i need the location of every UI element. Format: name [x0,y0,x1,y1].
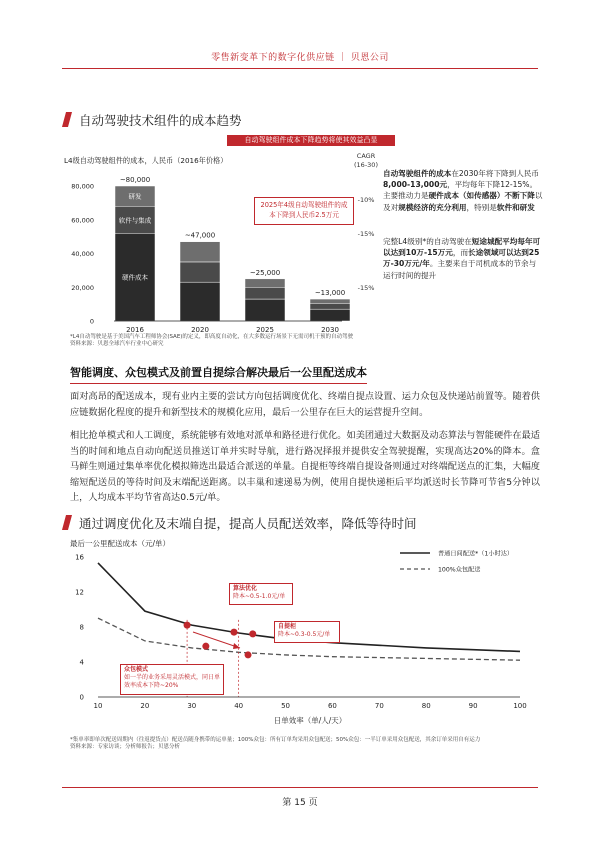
bar-total-label: ~47,000 [184,231,216,240]
data-marker [184,622,191,629]
bar-software-segment [310,303,350,309]
y-tick-label: 20,000 [71,283,94,292]
annotation-title: 算法优化 [233,585,258,592]
y-tick-label: 0 [89,317,94,326]
chart-callout-text: 2025年4级自动驾驶组件的成本下降到人民币2.5万元 [260,201,348,219]
x-tick-label: 2025 [256,326,274,334]
annotation-algorithm [229,583,293,605]
footer-divider [62,787,538,788]
rt-text-1: 在2030年将下降到人民币 [451,169,540,178]
annotation-text: 降本~0.3-0.5元/单 [278,631,331,638]
annotation-crowdsource [120,664,224,695]
bar-rd-segment [310,299,350,303]
x-tick-label: 50 [281,702,291,710]
y-tick-label: 80,000 [71,182,94,191]
y-tick-label: 4 [79,658,84,667]
rt2-text-3: 。主要来自于司机成本的节余与运行时间的提升 [383,259,537,280]
x-tick-label: 70 [374,702,384,710]
annotation-text: 降本~0.5-1.0元/单 [233,593,286,600]
header-divider [62,68,538,69]
annotation-locker [274,621,340,643]
bar-segment-label: 硬件成本 [122,273,148,282]
section2-heading: 智能调度、众包模式及前置自提综合解决最后一公里配送成本 [70,364,367,384]
x-tick-label: 20 [140,702,150,710]
section1-right-paragraph-2 [383,236,543,281]
x-tick-label: 90 [468,702,478,710]
bar-rd-segment [245,279,285,287]
bar-hardware-segment [245,299,285,321]
x-tick-label: 2030 [321,326,339,334]
y-tick-label: 0 [79,693,84,702]
rt-text-3: 以及对 [383,191,543,212]
x-axis-label: 日单效率（单/人/天） [273,716,347,725]
y-tick-label: 16 [75,553,84,562]
rt-bold-1: 自动驾驶组件的成本 [383,169,452,178]
footnote-source: 资料来源：贝恩全球汽车行业中心研究 [70,341,164,348]
bar-software-segment [180,262,220,282]
x-tick-label: 2016 [126,326,144,334]
chart-callout-box [254,197,354,225]
section1-right-paragraph-1 [383,168,543,213]
rt2-bold-1: 短途城配平均每年可以达到10万-15万元 [383,237,541,258]
rt2-bold-2: 长途领域可以达到25万-30万元/年 [383,248,540,269]
cagr-label: CAGR (16-30) [354,152,378,169]
annotation-text: 如一半的业务采用灵活模式，同日单效率成本下降~20% [124,674,221,689]
rt2-text-1: 完整L4级别*的自动驾驶在 [383,237,472,246]
section1-title: 自动驾驶技术组件的成本趋势 [79,113,242,128]
data-marker [245,651,252,658]
annotation-title: 众包模式 [124,666,149,673]
bar-software-segment [245,287,285,299]
header-title: 零售新变革下的数字化供应链 ｜ 贝恩公司 [211,53,389,63]
section3-title: 通过调度优化及末端自提，提高人员配送效率，降低等待时间 [79,516,417,531]
bar-hardware-segment [310,309,350,321]
x-tick-label: 2020 [191,326,209,334]
cagr-value-3: -15% [357,284,375,292]
legend-solid-label: 普通日间配送*（1小时达） [438,550,514,558]
x-tick-label: 80 [421,702,431,710]
section2-paragraph-2: 相比抢单模式和人工调度，系统能够有效地对派单和路径进行优化。如美团通过大数据及动态算法与智能硬件在最适当的时间和地点自动向配送员推送订单并实时导航，进行路况择报并提供安全驾驶提醒，实现高达20%的降本。盒马鲜生则通过集单率优化模拟筛选出最适合派送的单量。自提柜等终端自提设备则通过对终端配送点的汇集，大幅度缩短配送员的等待时间及末端配送距离。以丰巢和速递易为例，使用自提快递柜后平均派送时长节降可节省5分钟以上，人均成本平均节省高达0.5元/单。 [70,430,540,504]
footnote-definition: *L4自动驾驶是基于美国汽车工程师协会(SAE)的定义，即高度自动化，在大多数运行场景下无需司机干预的自动驾驶 [70,334,353,340]
y-tick-label: 60,000 [71,216,94,225]
section-marker [62,112,72,127]
y-tick-label: 12 [75,588,84,597]
x-tick-label: 100 [513,702,527,710]
bar-total-label: ~25,000 [249,268,281,277]
x-tick-label: 40 [234,702,244,710]
rt2-text-2: ，而 [452,248,469,258]
x-tick-label: 10 [93,702,103,710]
x-tick-label: 30 [187,702,197,710]
legend-dashed-label: 100%众包配送 [438,566,481,574]
rt-bold-2: 8,000-13,000元 [383,180,448,190]
page-number: 第 15 页 [282,798,318,808]
section-marker-2 [62,515,72,530]
rt-bold-4: 规模经济的充分利用 [398,202,467,212]
chart-title: 最后一公里配送成本（元/单） [70,539,171,548]
data-marker [249,630,256,637]
section2-paragraph-1: 面对高昂的配送成本，现有业内主要的尝试方向包括调度优化、终端自提点设置、运力众包及快递站前置等。随着供应链数据化程度的提升和新型技术的规模化应用，最后一公里存在巨大的运营提升空间。 [70,391,540,418]
bar-segment-label: 软件与集成 [118,216,152,225]
section1-footnote [70,334,380,349]
bar-rd-segment [180,242,220,262]
rt-bold-3: 硬件成本（如传感器）不断下降 [428,191,535,201]
cagr-value-2: -15% [357,230,375,238]
cagr-value-1: -10% [357,196,375,204]
x-tick-label: 60 [327,702,337,710]
y-tick-label: 8 [79,623,84,632]
bar-total-label: ~13,000 [314,289,346,298]
section1-banner: 自动驾驶组件成本下降趋势将使其效益凸显 [227,135,395,146]
bar-segment-label: 研发 [128,192,142,201]
footnote-definition: *集单率即单次配送周期内（往返提货点）配送员随身携带的运单量；100%众包：所有订单均采用众包配送；50%众包：一半订单采用众包配送，其余订单采用自有运力 [70,737,481,743]
section3-footnote [70,737,540,752]
y-tick-label: 40,000 [71,250,94,258]
data-marker [202,643,209,650]
rt-text-2: ，平均每年下降12-15%。主要推动力是 [383,180,538,201]
rt-bold-5: 软件和研发 [496,202,535,212]
footnote-source: 资料来源：专家访谈；分析师报告；贝恩分析 [70,744,181,751]
chart-title: L4级自动驾驶组件的成本，人民币（2016年价格） [64,156,228,165]
cost-bar-chart [62,150,382,350]
bar-total-label: ~80,000 [119,176,151,184]
data-marker [230,629,237,636]
bar-hardware-segment [180,282,220,321]
rt-text-4: ，特别是 [466,202,497,212]
annotation-title: 自提柜 [278,623,297,630]
